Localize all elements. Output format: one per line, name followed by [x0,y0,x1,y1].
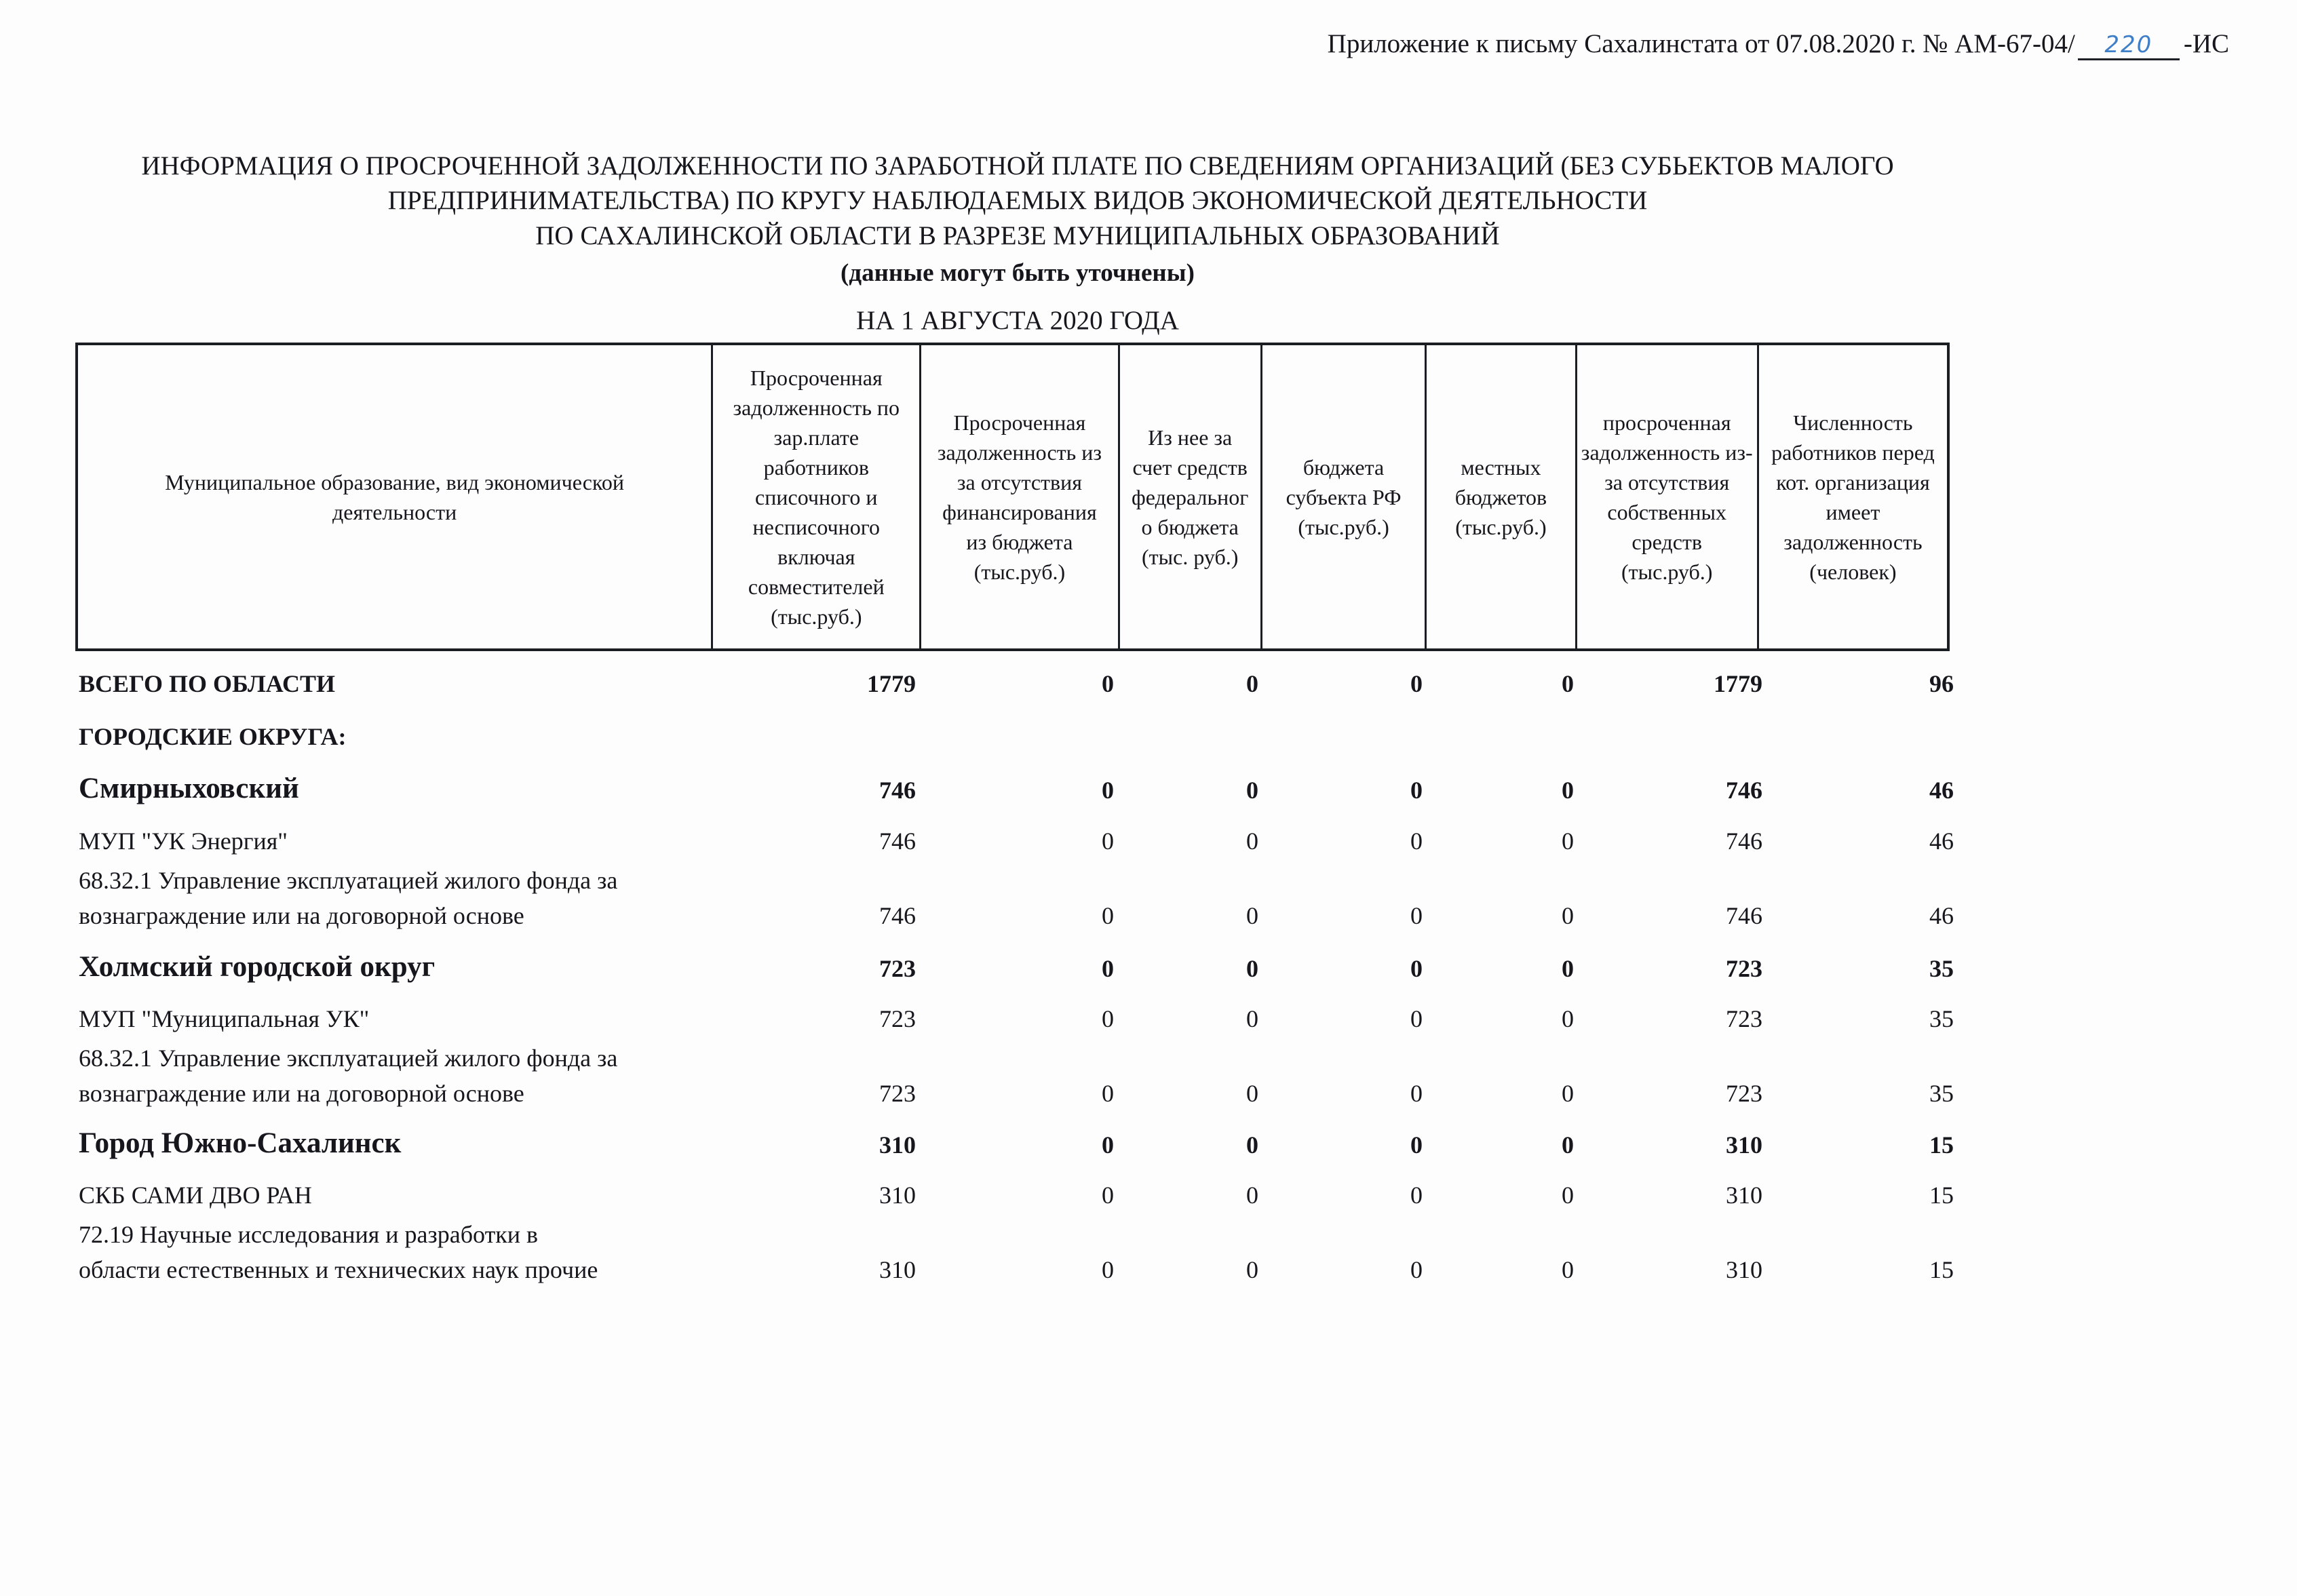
cell-total-arrears: 746 [879,828,916,855]
cell-local-budgets: 0 [1562,777,1574,804]
cell-own-funds-arrears: 1779 [1714,670,1762,697]
cell-local-budgets: 0 [1562,1256,1574,1283]
cell-own-funds-arrears: 746 [1726,902,1762,929]
cell-total-arrears: 723 [879,955,916,982]
cell-budget-arrears: 0 [1102,828,1114,855]
report-date: НА 1 АВГУСТА 2020 ГОДА [856,306,1179,335]
cell-own-funds-arrears: 746 [1726,828,1762,855]
cell-total-arrears: 746 [879,777,916,804]
title-line-3: ПО САХАЛИНСКОЙ ОБЛАСТИ В РАЗРЕЗЕ МУНИЦИПАЛЬНЫХ ОБРАЗОВАНИЙ [535,221,1500,250]
cell-budget-arrears: 0 [1102,1080,1114,1107]
cell-employee-count: 46 [1929,777,1954,804]
row-label: МУП "Муниципальная УК" [79,1005,370,1032]
cell-federal-budget: 0 [1246,777,1258,804]
appendix-suffix: -ИС [2183,29,2229,58]
cell-local-budgets: 0 [1562,1005,1574,1032]
column-header-text: бюджета субъекта РФ (тыс.руб.) [1286,454,1402,539]
cell-local-budgets: 0 [1562,1080,1574,1107]
cell-total-arrears: 723 [879,1005,916,1032]
cell-employee-count: 35 [1929,1005,1954,1032]
appendix-prefix: Приложение к письму Сахалинстата от 07.08.2020 г. № АМ-67-04/ [1327,29,2075,58]
row-label: МУП "УК Энергия" [79,828,288,855]
cell-budget-arrears: 0 [1102,1005,1114,1032]
cell-regional-budget: 0 [1410,902,1423,929]
cell-budget-arrears: 0 [1102,1256,1114,1283]
cell-total-arrears: 310 [879,1182,916,1209]
cell-federal-budget: 0 [1246,902,1258,929]
cell-local-budgets: 0 [1562,955,1574,982]
cell-employee-count: 15 [1929,1256,1954,1283]
cell-federal-budget: 0 [1246,1005,1258,1032]
column-header-text: просроченная задолженность из- за отсутствия собственных средств (тыс.руб.) [1581,410,1753,584]
appendix-header [1328,28,2229,60]
cell-regional-budget: 0 [1410,955,1423,982]
cell-employee-count: 35 [1929,1080,1954,1107]
column-header-budget-arrears [921,345,1119,648]
row-label: 72.19 Научные исследования и разработки в области естественных и технических наук прочие [79,1221,598,1283]
cell-own-funds-arrears: 723 [1726,1080,1762,1107]
row-label: Холмский городской округ [79,951,436,983]
column-header-employee-count [1759,345,1947,648]
cell-own-funds-arrears: 310 [1726,1182,1762,1209]
cell-own-funds-arrears: 746 [1726,777,1762,804]
cell-budget-arrears: 0 [1102,1182,1114,1209]
cell-federal-budget: 0 [1246,1256,1258,1283]
cell-local-budgets: 0 [1562,1131,1574,1159]
cell-total-arrears: 1779 [867,670,916,697]
column-header-total-arrears [713,345,921,648]
row-label: ГОРОДСКИЕ ОКРУГА: [79,723,347,750]
cell-total-arrears: 310 [879,1256,916,1283]
row-label: Город Южно-Сахалинск [79,1127,402,1159]
cell-budget-arrears: 0 [1102,955,1114,982]
cell-regional-budget: 0 [1410,1182,1423,1209]
table-header [75,343,1950,651]
cell-regional-budget: 0 [1410,777,1423,804]
cell-regional-budget: 0 [1410,828,1423,855]
cell-federal-budget: 0 [1246,670,1258,697]
column-header-municipality [78,345,713,648]
cell-budget-arrears: 0 [1102,670,1114,697]
row-label: 68.32.1 Управление эксплуатацией жилого фонда за вознаграждение или на договорной основе [79,867,618,929]
cell-budget-arrears: 0 [1102,902,1114,929]
column-header-text: Численность работников перед кот. организация имеет задолженность (человек) [1771,410,1935,584]
cell-local-budgets: 0 [1562,828,1574,855]
column-header-regional-budget [1262,345,1427,648]
cell-employee-count: 15 [1929,1131,1954,1159]
cell-regional-budget: 0 [1410,1080,1423,1107]
cell-local-budgets: 0 [1562,670,1574,697]
cell-own-funds-arrears: 310 [1726,1256,1762,1283]
cell-own-funds-arrears: 723 [1726,955,1762,982]
cell-employee-count: 35 [1929,955,1954,982]
column-header-text: местных бюджетов (тыс.руб.) [1454,454,1547,539]
cell-federal-budget: 0 [1246,1080,1258,1107]
cell-total-arrears: 310 [879,1131,916,1159]
column-header-text: Просроченная задолженность по зар.плате работников списочного и несписочного включая совместителей (тыс.руб.) [733,365,900,629]
cell-regional-budget: 0 [1410,1256,1423,1283]
column-header-own-funds-arrears [1577,345,1759,648]
column-header-federal-budget [1120,345,1262,648]
cell-employee-count: 15 [1929,1182,1954,1209]
title-note: (данные могут быть уточнены) [841,259,1195,287]
cell-regional-budget: 0 [1410,670,1423,697]
cell-employee-count: 46 [1929,902,1954,929]
column-header-local-budgets [1427,345,1577,648]
cell-employee-count: 46 [1929,828,1954,855]
cell-federal-budget: 0 [1246,955,1258,982]
cell-federal-budget: 0 [1246,828,1258,855]
title-line-2: ПРЕДПРИНИМАТЕЛЬСТВА) ПО КРУГУ НАБЛЮДАЕМЫХ ВИДОВ ЭКОНОМИЧЕСКОЙ ДЕЯТЕЛЬНОСТИ [387,186,1648,215]
cell-local-budgets: 0 [1562,1182,1574,1209]
cell-budget-arrears: 0 [1102,1131,1114,1159]
column-header-text: Просроченная задолженность из за отсутствия финансирования из бюджета (тыс.руб.) [937,410,1102,584]
cell-federal-budget: 0 [1246,1182,1258,1209]
row-label: 68.32.1 Управление эксплуатацией жилого фонда за вознаграждение или на договорной основе [79,1045,618,1107]
column-header-text: Из нее за счет средств федеральног о бюджета (тыс. руб.) [1132,425,1249,569]
cell-budget-arrears: 0 [1102,777,1114,804]
cell-federal-budget: 0 [1246,1131,1258,1159]
row-label: СКБ САМИ ДВО РАН [79,1182,312,1209]
cell-total-arrears: 746 [879,902,916,929]
row-label: Смирныховский [79,773,299,804]
column-header-text: Муниципальное образование, вид экономической деятельности [165,469,624,524]
cell-total-arrears: 723 [879,1080,916,1107]
cell-regional-budget: 0 [1410,1131,1423,1159]
cell-local-budgets: 0 [1562,902,1574,929]
cell-own-funds-arrears: 310 [1726,1131,1762,1159]
cell-employee-count: 96 [1929,670,1954,697]
title-line-1: ИНФОРМАЦИЯ О ПРОСРОЧЕННОЙ ЗАДОЛЖЕННОСТИ ПО ЗАРАБОТНОЙ ПЛАТЕ ПО СВЕДЕНИЯМ ОРГАНИЗАЦИЙ (БЕЗ СУБЬЕКТОВ МАЛОГО [141,151,1894,180]
handwritten-letter-number: 220 [2078,31,2180,60]
cell-own-funds-arrears: 723 [1726,1005,1762,1032]
row-label: ВСЕГО ПО ОБЛАСТИ [79,670,335,697]
cell-regional-budget: 0 [1410,1005,1423,1032]
